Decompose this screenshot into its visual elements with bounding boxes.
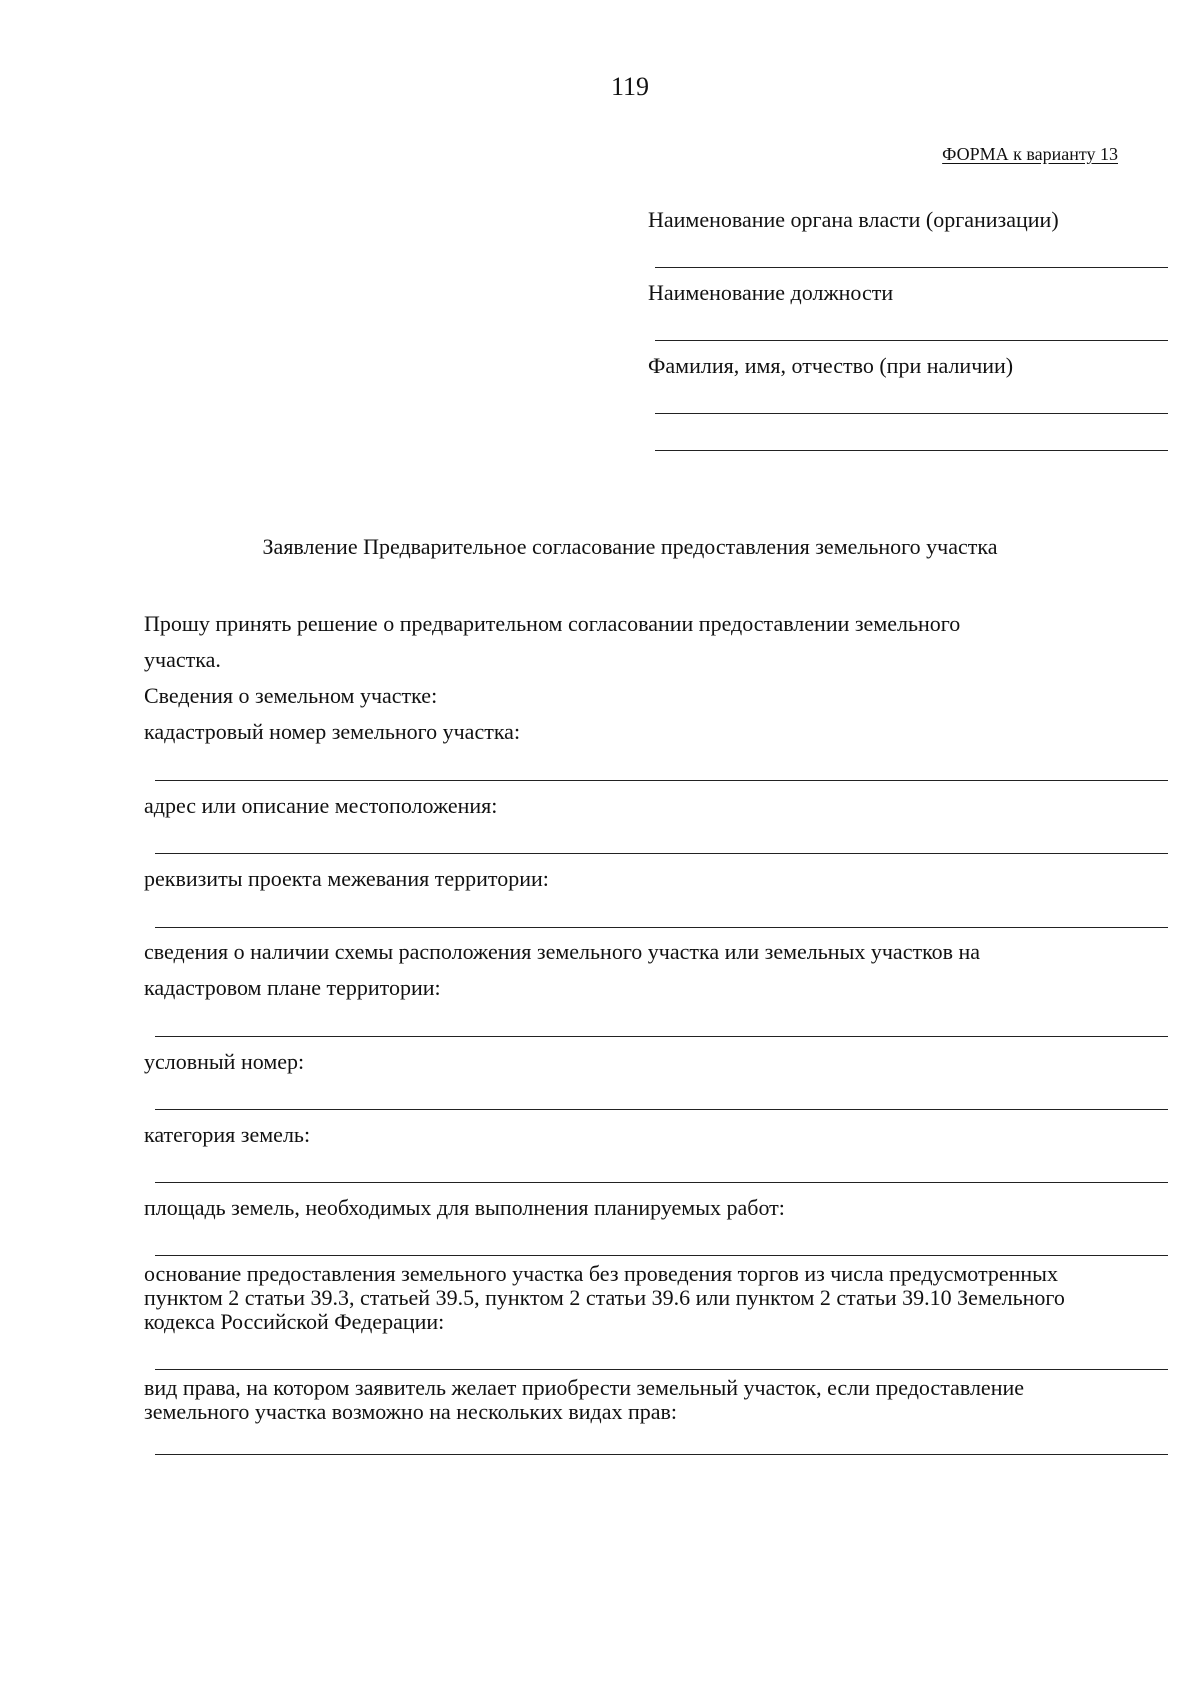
- cadastral-number-label: кадастровый номер земельного участка:: [144, 719, 521, 744]
- scheme-fill-line[interactable]: [155, 1036, 1168, 1037]
- right-type-fill-line[interactable]: [155, 1454, 1168, 1455]
- cadastral-number-fill-line[interactable]: [155, 780, 1168, 781]
- scheme-line-2: кадастровом плане территории:: [144, 975, 441, 1000]
- basis-fill-line[interactable]: [155, 1369, 1168, 1370]
- conditional-number-label: условный номер:: [144, 1049, 305, 1074]
- area-fill-line[interactable]: [155, 1255, 1168, 1256]
- land-category-label: категория земель:: [144, 1122, 311, 1147]
- full-name-label: Фамилия, имя, отчество (при наличии): [648, 353, 1014, 378]
- full-name-fill-line-1[interactable]: [655, 413, 1168, 414]
- form-variant-label: ФОРМА к варианту 13: [942, 144, 1118, 164]
- request-line-1: Прошу принять решение о предварительном согласовании предоставлении земельного: [144, 611, 961, 636]
- page-number: 119: [610, 72, 650, 101]
- scheme-line-1: сведения о наличии схемы расположения земельного участка или земельных участков на: [144, 939, 981, 964]
- address-fill-line[interactable]: [155, 853, 1168, 854]
- land-category-fill-line[interactable]: [155, 1182, 1168, 1183]
- area-label: площадь земель, необходимых для выполнения планируемых работ:: [144, 1195, 785, 1220]
- plot-info-heading: Сведения о земельном участке:: [144, 683, 438, 708]
- position-fill-line[interactable]: [655, 340, 1168, 341]
- conditional-number-fill-line[interactable]: [155, 1109, 1168, 1110]
- full-name-fill-line-2[interactable]: [655, 450, 1168, 451]
- survey-project-label: реквизиты проекта межевания территории:: [144, 866, 549, 891]
- document-title: Заявление Предварительное согласование предоставления земельного участка: [262, 534, 998, 559]
- right-type-label: вид права, на котором заявитель желает приобрести земельный участок, если предоставление земельного участка возможно на нескольких видах прав:: [144, 1375, 1024, 1424]
- position-label: Наименование должности: [648, 280, 894, 305]
- request-line-2: участка.: [144, 647, 221, 672]
- authority-fill-line[interactable]: [655, 267, 1168, 268]
- authority-label: Наименование органа власти (организации): [648, 207, 1059, 232]
- survey-project-fill-line[interactable]: [155, 927, 1168, 928]
- address-label: адрес или описание местоположения:: [144, 793, 498, 818]
- basis-label: основание предоставления земельного участка без проведения торгов из числа предусмотренных пунктом 2 статьи 39.3, статьей 39.5, пунктом 2 статьи 39.6 или пунктом 2 статьи 39.10 Земельного кодекса Российской Федерации:: [144, 1261, 1065, 1334]
